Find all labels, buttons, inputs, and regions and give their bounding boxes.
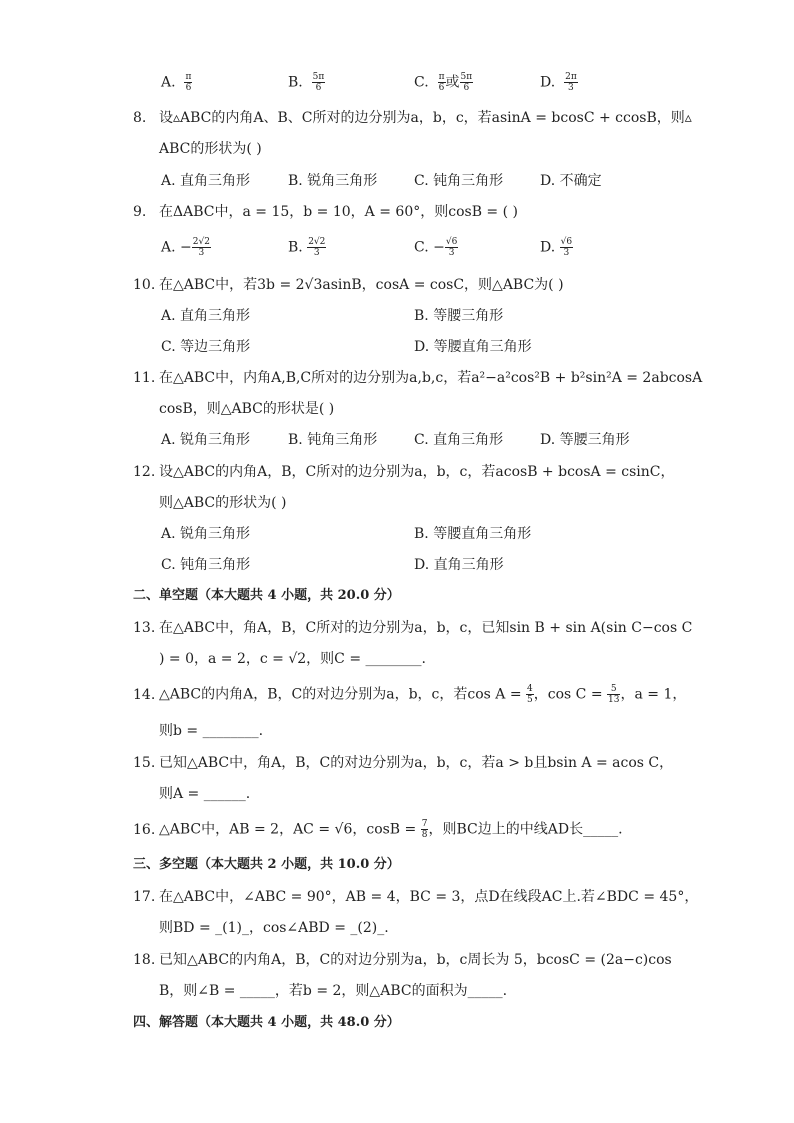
question-text: △ABC中，AB = 2，AC = √6，cosB = (159, 821, 421, 838)
question-number: 10. (133, 277, 156, 293)
sign: − (180, 239, 192, 256)
numerator: 2π (565, 72, 577, 82)
question-number: 17. (133, 889, 156, 905)
question-text: 在ΔABC中，a = 15，b = 10，A = 60°，则cosB = ( ) (159, 204, 518, 220)
numerator: 4 (527, 684, 533, 694)
option-label: B. (288, 74, 303, 91)
q7-option-a (161, 72, 192, 93)
denominator: 3 (568, 83, 574, 93)
q7-option-d (540, 72, 578, 93)
fraction (184, 72, 192, 93)
question-text: 则BD = _(1)_，cos∠ABD = _(2)_. (159, 920, 389, 936)
question-14 (133, 684, 686, 705)
q8-option-d: D. 不确定 (540, 173, 602, 189)
question-text: ，a = 1， (620, 686, 687, 703)
question-17 (133, 887, 698, 907)
question-18 (133, 950, 672, 970)
question-text: 在△ABC中，若3b = 2√3asinB，cosA = cosC，则△ABC为( ) (159, 277, 564, 293)
option-label: A. (161, 239, 176, 256)
question-text: 则A = ______. (159, 786, 251, 802)
question-text: ABC的形状为( ) (159, 141, 262, 157)
q12-option-d: D. 直角三角形 (414, 557, 504, 573)
denominator: 3 (198, 248, 205, 258)
fraction (192, 237, 211, 258)
option-label: B. (288, 239, 303, 256)
numerator: 5π (460, 72, 473, 82)
fraction (307, 237, 326, 258)
question-11-cont (159, 399, 334, 419)
option-label: A. (161, 74, 176, 91)
question-number: 9. (133, 204, 147, 220)
numerator: √6 (445, 237, 458, 247)
numerator: 2√2 (192, 237, 210, 247)
fraction (312, 72, 326, 93)
question-number: 13. (133, 620, 156, 636)
q7-option-b (288, 72, 325, 93)
q9-option-c (414, 237, 458, 258)
q11-option-b: B. 钝角三角形 (288, 432, 378, 448)
numerator: π (438, 72, 445, 82)
denominator: 6 (315, 83, 322, 93)
question-number: 15. (133, 755, 156, 771)
question-text: 设▵ABC的内角A、B、C所对的边分别为a，b，c，若asinA = bcosC + ccosB，则▵ (159, 110, 692, 126)
denominator: 3 (563, 248, 570, 258)
question-text: 在△ABC中，∠ABC = 90°，AB = 4，BC = 3，点D在线段AC上.若∠BDC = 45°， (159, 889, 699, 905)
section-heading-single-blank: 二、单空题（本大题共 4 小题，共 20.0 分） (133, 588, 400, 603)
fraction (607, 684, 620, 705)
question-text: ，则BC边上的中线AD长_____. (428, 821, 623, 838)
option-conjunction: 或 (445, 74, 460, 91)
question-11 (133, 368, 702, 388)
denominator: 5 (527, 695, 533, 705)
question-text: ) = 0，a = 2，c = √2，则C = ________. (159, 651, 426, 667)
question-8 (133, 108, 692, 128)
q7-option-c (414, 72, 473, 93)
question-number: 18. (133, 952, 156, 968)
q8-option-b: B. 锐角三角形 (288, 173, 378, 189)
question-text: B，则∠B = _____，若b = 2，则△ABC的面积为_____. (159, 983, 508, 999)
denominator: 8 (421, 830, 428, 840)
q9-option-d (540, 237, 573, 258)
q10-option-b: B. 等腰三角形 (414, 308, 504, 324)
option-label: D. (540, 239, 556, 256)
numerator: 5 (607, 684, 620, 695)
question-18-cont (159, 981, 507, 1001)
sign: − (433, 239, 445, 256)
question-text: 设△ABC的内角A，B，C所对的边分别为a，b，c，若acosB + bcosA = csinC， (159, 464, 675, 480)
q11-option-a: A. 锐角三角形 (161, 432, 251, 448)
q8-option-a: A. 直角三角形 (161, 173, 251, 189)
question-10 (133, 275, 564, 295)
question-text: 已知△ABC中，角A，B，C的对边分别为a，b，c，若a > b且bsin A = acos C， (159, 755, 674, 771)
question-14-cont (159, 721, 263, 741)
question-13-cont (159, 649, 426, 669)
fraction (564, 72, 578, 93)
question-text: 在△ABC中，角A，B，C所对的边分别为a，b，c，已知sin B + sin A(sin C−cos C (159, 620, 693, 636)
denominator: 6 (463, 83, 470, 93)
denominator: 6 (438, 83, 445, 93)
question-number: 12. (133, 464, 156, 480)
question-9 (133, 202, 518, 222)
section-heading-multi-blank: 三、多空题（本大题共 2 小题，共 10.0 分） (133, 857, 400, 872)
fraction (460, 72, 474, 93)
question-text: 在△ABC中，内角A,B,C所对的边分别为a,b,c，若a²−a²cos²B + b²sin²A = 2abcosA (159, 370, 703, 386)
question-number: 14. (133, 686, 156, 703)
question-16 (133, 819, 623, 840)
question-text: 则b = ________. (159, 723, 264, 739)
q10-option-c: C. 等边三角形 (161, 339, 251, 355)
denominator: 3 (313, 248, 320, 258)
question-number: 11. (133, 370, 156, 386)
q9-option-a (161, 237, 211, 258)
q12-option-a: A. 锐角三角形 (161, 526, 251, 542)
denominator: 13 (608, 695, 620, 705)
question-15 (133, 753, 673, 773)
q12-option-b: B. 等腰直角三角形 (414, 526, 532, 542)
question-13 (133, 618, 692, 638)
fraction (438, 72, 446, 93)
numerator: 7 (421, 819, 428, 829)
q12-option-c: C. 钝角三角形 (161, 557, 251, 573)
question-text: ，cos C = (533, 686, 608, 703)
q11-option-c: C. 直角三角形 (414, 432, 504, 448)
fraction (560, 237, 573, 258)
question-text: 则△ABC的形状为( ) (159, 495, 287, 511)
numerator: 5π (312, 72, 325, 82)
section-heading-solutions: 四、解答题（本大题共 4 小题，共 48.0 分） (133, 1015, 400, 1030)
question-number: 8. (133, 110, 147, 126)
option-label: C. (414, 239, 429, 256)
question-12-cont (159, 493, 287, 513)
fraction (526, 684, 534, 705)
option-label: D. (540, 74, 556, 91)
q11-option-d: D. 等腰三角形 (540, 432, 630, 448)
numerator: 2√2 (308, 237, 326, 247)
numerator: √6 (560, 237, 573, 247)
q10-option-a: A. 直角三角形 (161, 308, 251, 324)
question-text: △ABC的内角A，B，C的对边分别为a，b，c，若cos A = (159, 686, 527, 703)
question-8-cont (159, 139, 262, 159)
denominator: 6 (185, 83, 192, 93)
numerator: π (185, 72, 192, 82)
question-number: 16. (133, 821, 156, 838)
fraction (445, 237, 458, 258)
question-text: 已知△ABC的内角A，B，C的对边分别为a，b，c周长为 5，bcosC = (2a−c)cos (159, 952, 672, 968)
denominator: 3 (448, 248, 455, 258)
question-text: cosB，则△ABC的形状是( ) (159, 401, 335, 417)
option-label: C. (414, 74, 429, 91)
q10-option-d: D. 等腰直角三角形 (414, 339, 532, 355)
q9-option-b (288, 237, 326, 258)
question-17-cont (159, 918, 389, 938)
question-12 (133, 462, 675, 482)
question-15-cont (159, 784, 250, 804)
q8-option-c: C. 钝角三角形 (414, 173, 504, 189)
